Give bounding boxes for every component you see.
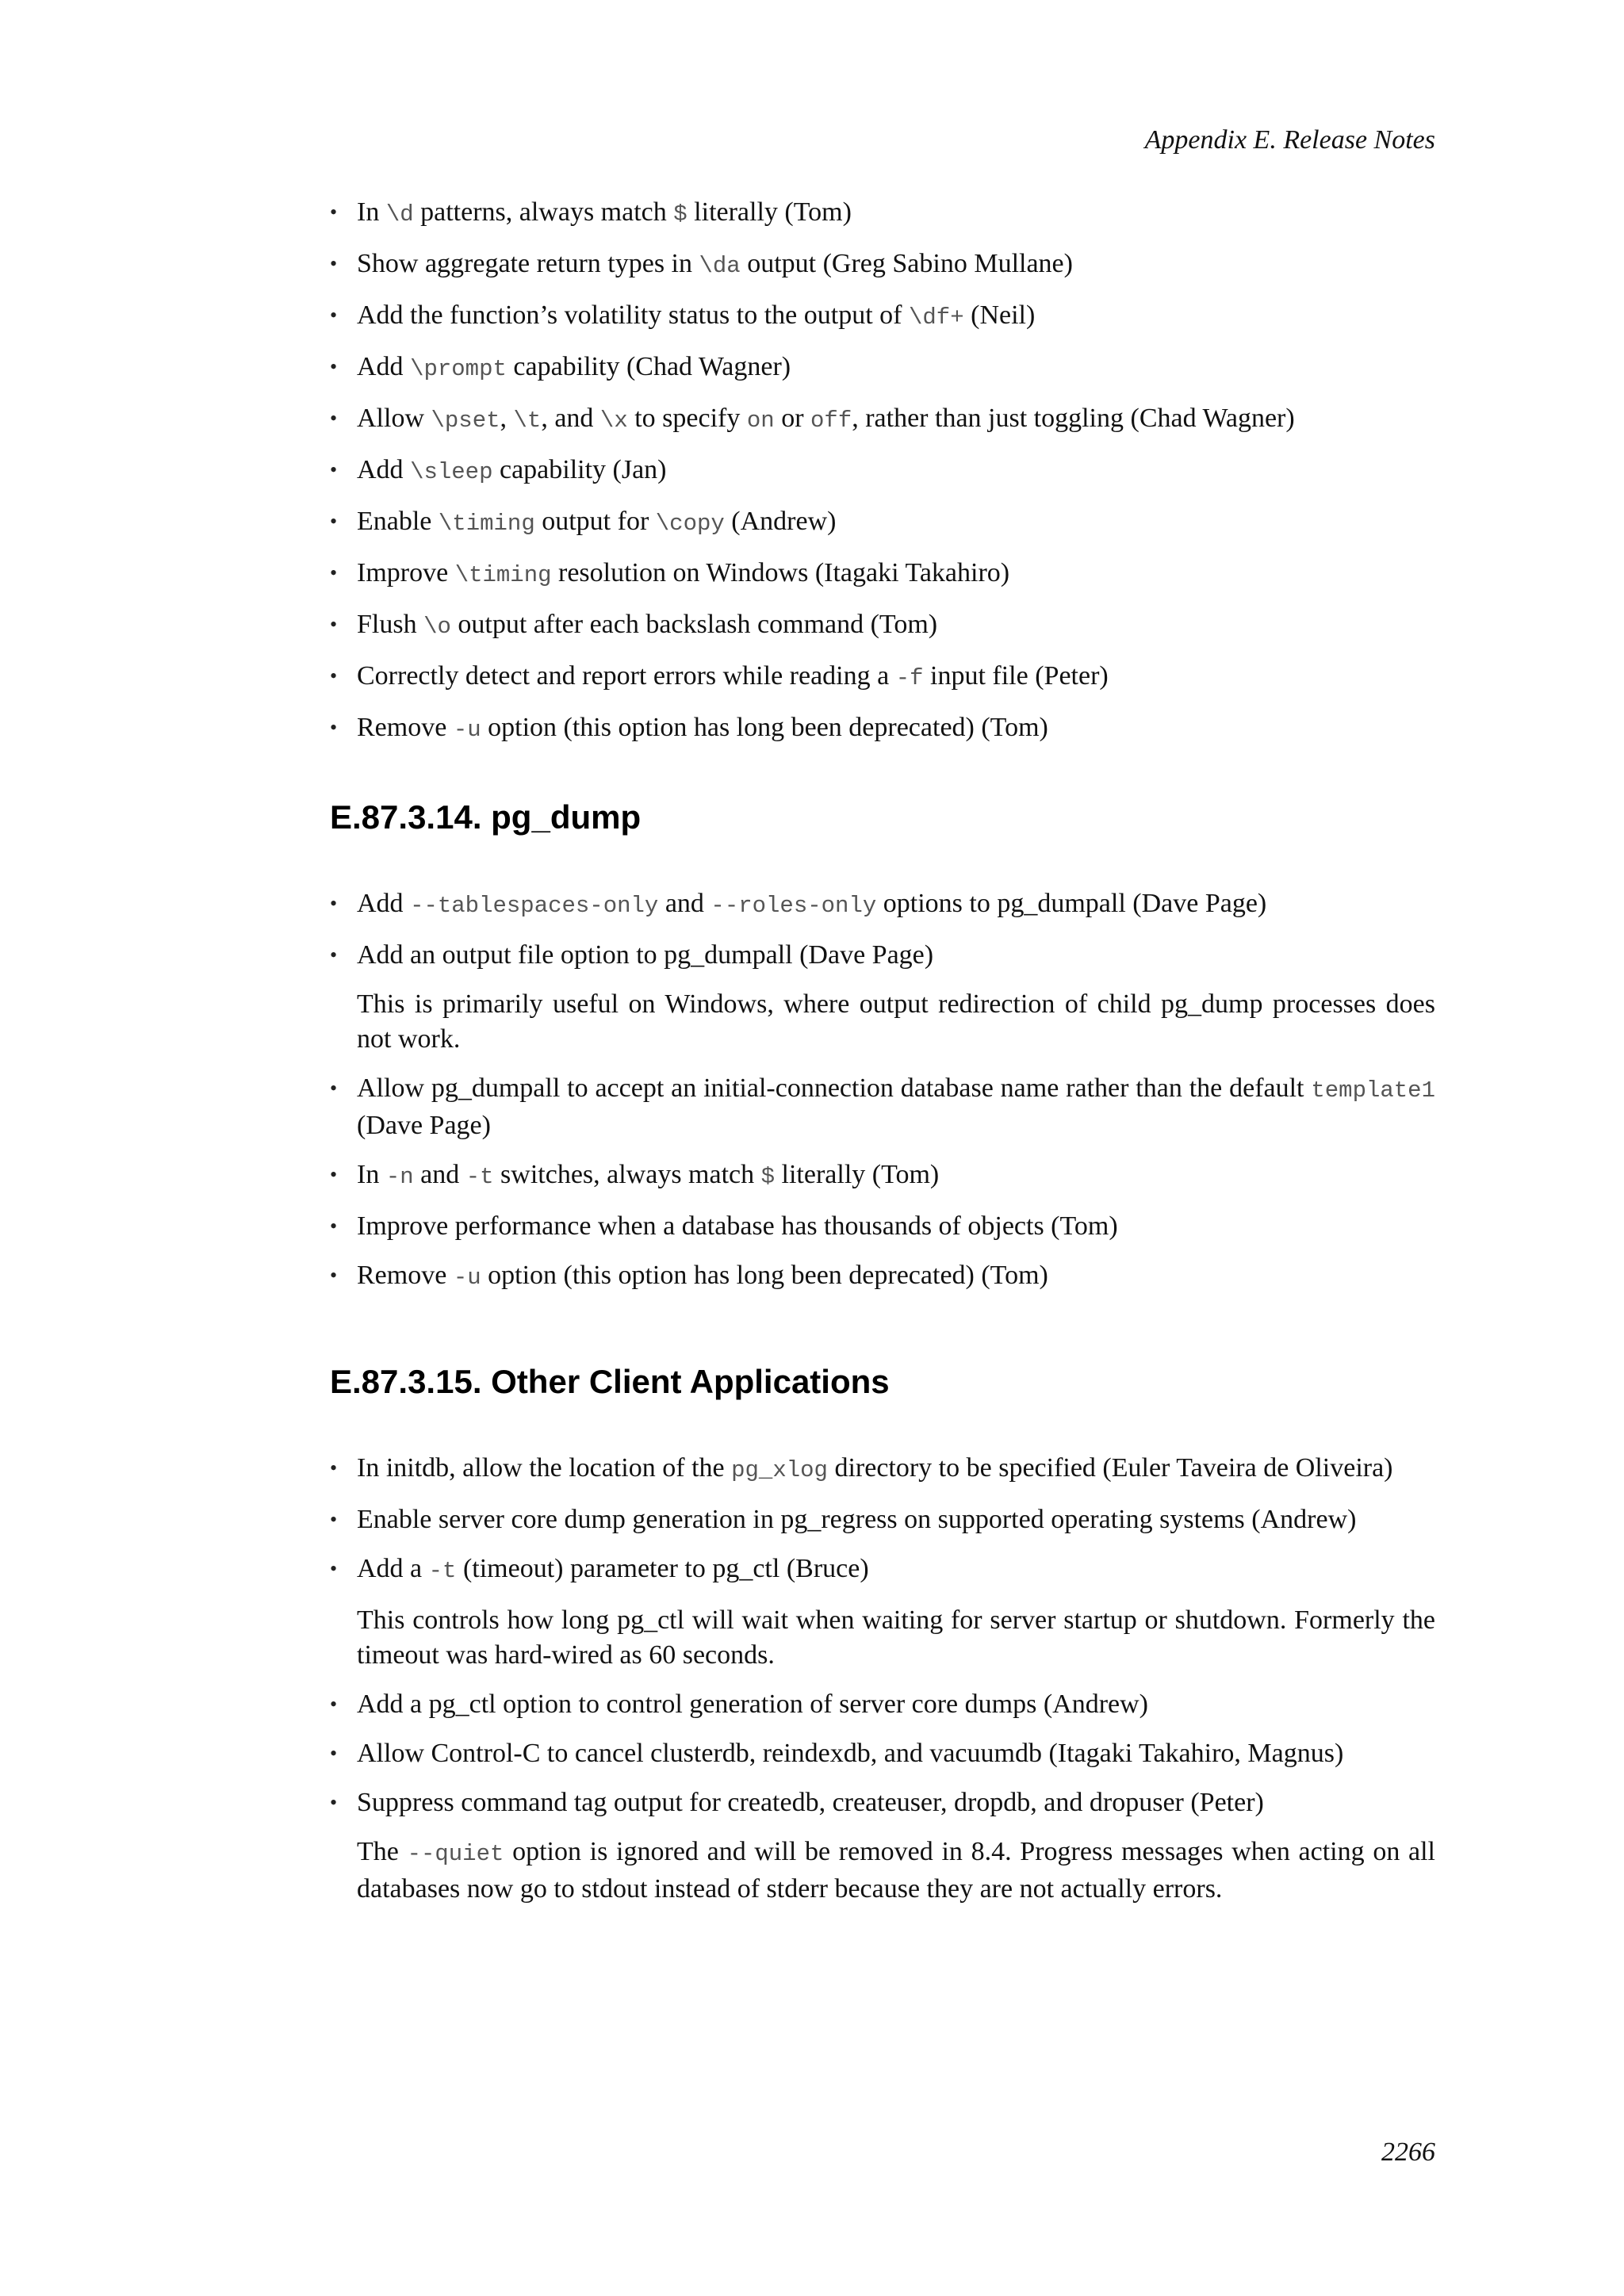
text-run: ,: [500, 404, 514, 433]
text-run: resolution on Windows (Itagaki Takahiro): [551, 558, 1010, 587]
text-run: (timeout) parameter to pg_ctl (Bruce): [456, 1554, 869, 1583]
inline-code: template1: [1311, 1077, 1435, 1104]
list-item: [330, 1071, 1435, 1143]
item-text: [357, 610, 937, 639]
inline-code: \x: [599, 408, 628, 434]
list-item: [330, 556, 1435, 593]
text-run: Improve performance when a database has thousands of objects (Tom): [357, 1211, 1118, 1241]
section-title-other-client-applications: E.87.3.15. Other Client Applications: [330, 1363, 890, 1400]
inline-code: -u: [453, 1265, 481, 1291]
text-run: In: [357, 197, 386, 227]
list-item: [330, 401, 1435, 438]
text-run: options to pg_dumpall (Dave Page): [876, 889, 1267, 918]
inline-code: \df+: [909, 304, 964, 331]
item-text: [357, 249, 1073, 278]
item-text: [357, 661, 1109, 691]
inline-code: \o: [423, 614, 451, 640]
item-text: [357, 1689, 1148, 1719]
text-run: capability (Chad Wagner): [506, 352, 791, 381]
text-run: option is ignored and will be removed in 8.4. Progress messages when acting on all databases now go to stdout instead of stderr because they are not actually errors.: [357, 1837, 1436, 1904]
text-run: (Dave Page): [357, 1111, 491, 1140]
text-run: Suppress command tag output for createdb, createuser, dropdb, and dropuser (Peter): [357, 1788, 1264, 1817]
text-run: Add: [357, 889, 411, 918]
text-run: and: [658, 889, 711, 918]
text-run: (Andrew): [724, 507, 837, 536]
other-client-apps-item-list: [330, 1451, 1435, 1907]
inline-code: \sleep: [410, 459, 493, 485]
list-item: [330, 710, 1435, 748]
item-text: [357, 1211, 1118, 1241]
text-run: Correctly detect and report errors while reading a: [357, 661, 896, 691]
running-header: Appendix E. Release Notes: [1144, 125, 1435, 155]
inline-code: --roles-only: [710, 893, 877, 919]
list-item: [330, 350, 1435, 387]
text-run: Add: [357, 455, 411, 484]
item-text: [357, 1739, 1343, 1768]
list-item: [330, 1451, 1435, 1488]
item-text: [357, 940, 933, 970]
inline-code: -t: [465, 1164, 494, 1190]
inline-code: off: [810, 408, 852, 434]
text-run: , rather than just toggling (Chad Wagner): [852, 404, 1295, 433]
item-text: [357, 713, 1048, 742]
list-item: [330, 1552, 1435, 1673]
item-text: [357, 352, 791, 381]
item-text: [357, 1788, 1264, 1817]
text-run: In: [357, 1160, 386, 1189]
inline-code: -u: [453, 717, 481, 743]
text-run: (Neil): [963, 300, 1036, 330]
list-item: [330, 1736, 1435, 1771]
text-run: option (this option has long been deprecated) (Tom): [481, 713, 1048, 742]
text-run: In initdb, allow the location of the: [357, 1453, 732, 1483]
text-run: Show aggregate return types in: [357, 249, 699, 278]
text-run: option (this option has long been deprecated) (Tom): [481, 1261, 1048, 1290]
text-run: literally (Tom): [775, 1160, 940, 1189]
text-run: output (Greg Sabino Mullane): [740, 249, 1073, 278]
inline-code: -t: [428, 1558, 457, 1584]
item-text: [357, 1505, 1356, 1534]
item-text: [357, 1453, 1393, 1483]
text-run: Enable: [357, 507, 439, 536]
inline-code: \t: [513, 408, 542, 434]
inline-code: $: [673, 201, 688, 228]
item-text: [357, 455, 667, 484]
pg-dump-section: [330, 798, 1435, 1310]
text-run: Allow: [357, 404, 431, 433]
list-item: [330, 1502, 1435, 1537]
list-item: [330, 1785, 1435, 1907]
inline-code: --quiet: [407, 1841, 504, 1867]
text-run: Improve: [357, 558, 455, 587]
list-item: [330, 504, 1435, 541]
item-text: [357, 507, 836, 536]
item-note: [357, 987, 1435, 1057]
item-note: [357, 1835, 1435, 1907]
inline-code: \timing: [454, 562, 552, 588]
other-client-apps-section: [330, 1365, 1435, 1921]
item-text: [357, 300, 1035, 330]
inline-code: \timing: [438, 511, 535, 537]
list-item: [330, 453, 1435, 490]
inline-code: \d: [385, 201, 414, 228]
list-item: [330, 938, 1435, 1057]
pg-dump-item-list: [330, 886, 1435, 1295]
item-text: [357, 404, 1295, 433]
inline-code: -n: [385, 1164, 414, 1190]
text-run: Remove: [357, 713, 454, 742]
inline-code: $: [760, 1164, 776, 1190]
list-item: [330, 195, 1435, 232]
item-text: [357, 1554, 869, 1583]
list-item: [330, 247, 1435, 284]
text-run: output after each backslash command (Tom): [450, 610, 938, 639]
list-item: [330, 1687, 1435, 1722]
text-run: Add a: [357, 1554, 429, 1583]
list-item: [330, 886, 1435, 924]
text-run: Enable server core dump generation in pg_regress on supported operating systems (Andrew): [357, 1505, 1357, 1534]
text-run: Add the function’s volatility status to the output of: [357, 300, 909, 330]
list-item: [330, 659, 1435, 696]
text-run: This is primarily useful on Windows, where output redirection of child pg_dump processes does not work.: [357, 989, 1435, 1054]
inline-code: -f: [895, 665, 924, 691]
text-run: to specify: [627, 404, 747, 433]
item-text: [357, 889, 1266, 918]
text-run: output for: [534, 507, 656, 536]
inline-code: \copy: [655, 511, 725, 537]
text-run: Allow Control-C to cancel clusterdb, reindexdb, and vacuumdb (Itagaki Takahiro, Magnus): [357, 1739, 1344, 1768]
psql-item-list: [330, 195, 1435, 748]
text-run: directory to be specified (Euler Taveira de Oliveira): [827, 1453, 1393, 1483]
list-item: [330, 1209, 1435, 1244]
text-run: and: [413, 1160, 466, 1189]
inline-code: \da: [699, 253, 741, 279]
list-item: [330, 607, 1435, 645]
text-run: switches, always match: [493, 1160, 761, 1189]
item-text: [357, 1160, 939, 1189]
inline-code: pg_xlog: [731, 1457, 828, 1483]
text-run: input file (Peter): [923, 661, 1109, 691]
text-run: Remove: [357, 1261, 454, 1290]
text-run: patterns, always match: [413, 197, 674, 227]
list-item: [330, 1158, 1435, 1195]
text-run: Add: [357, 352, 411, 381]
page-number: 2266: [1381, 2137, 1435, 2167]
text-run: Flush: [357, 610, 424, 639]
text-run: Add a pg_ctl option to control generation of server core dumps (Andrew): [357, 1689, 1148, 1719]
text-run: Allow pg_dumpall to accept an initial-connection database name rather than the default: [357, 1073, 1312, 1103]
item-text: [357, 1261, 1048, 1290]
text-run: capability (Jan): [492, 455, 667, 484]
inline-code: \pset: [431, 408, 500, 434]
text-run: Add an output file option to pg_dumpall (Dave Page): [357, 940, 934, 970]
item-text: [357, 558, 1009, 587]
text-run: or: [774, 404, 811, 433]
item-text: [357, 197, 852, 227]
text-run: , and: [541, 404, 600, 433]
list-item: [330, 1258, 1435, 1295]
text-run: This controls how long pg_ctl will wait when waiting for server startup or shutdown. Formerly the timeout was hard-wired as 60 seconds.: [357, 1605, 1435, 1670]
section-title-pg-dump: E.87.3.14. pg_dump: [330, 798, 642, 836]
inline-code: on: [746, 408, 775, 434]
inline-code: \prompt: [410, 356, 507, 382]
inline-code: --tablespaces-only: [410, 893, 659, 919]
text-run: literally (Tom): [687, 197, 852, 227]
item-text: [357, 1073, 1435, 1140]
item-note: [357, 1603, 1435, 1673]
psql-items-section: [330, 195, 1435, 762]
list-item: [330, 298, 1435, 335]
text-run: The: [357, 1837, 408, 1866]
